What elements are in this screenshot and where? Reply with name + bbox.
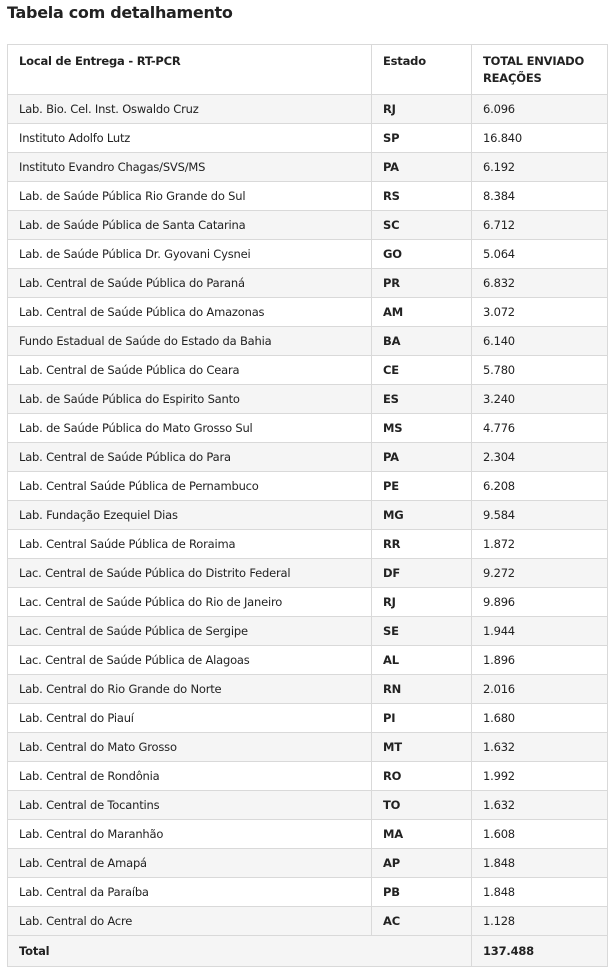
cell-total: 1.632	[472, 733, 608, 762]
table-row	[8, 95, 608, 124]
table-row	[8, 240, 608, 269]
cell-total: 1.632	[472, 791, 608, 820]
cell-total: 9.584	[472, 501, 608, 530]
cell-local: Lab. Bio. Cel. Inst. Oswaldo Cruz	[8, 95, 372, 124]
cell-total: 2.304	[472, 443, 608, 472]
cell-local: Lab. Central de Saúde Pública do Ceara	[8, 356, 372, 385]
cell-estado: PA	[372, 153, 472, 182]
table-row	[8, 617, 608, 646]
table-row	[8, 211, 608, 240]
cell-local: Lab. de Saúde Pública de Santa Catarina	[8, 211, 372, 240]
cell-local: Instituto Evandro Chagas/SVS/MS	[8, 153, 372, 182]
cell-local: Lab. de Saúde Pública do Mato Grosso Sul	[8, 414, 372, 443]
cell-local: Lab. Central de Saúde Pública do Amazonas	[8, 298, 372, 327]
table-row	[8, 530, 608, 559]
cell-estado: SP	[372, 124, 472, 153]
header-local: Local de Entrega - RT-PCR	[8, 45, 372, 95]
cell-estado: AL	[372, 646, 472, 675]
cell-local: Lab. Central Saúde Pública de Pernambuco	[8, 472, 372, 501]
cell-total: 1.992	[472, 762, 608, 791]
cell-local: Lab. Central do Mato Grosso	[8, 733, 372, 762]
cell-total: 2.016	[472, 675, 608, 704]
table-row	[8, 849, 608, 878]
cell-estado: PA	[372, 443, 472, 472]
table-row	[8, 124, 608, 153]
cell-local: Lac. Central de Saúde Pública de Sergipe	[8, 617, 372, 646]
table-row	[8, 588, 608, 617]
cell-total: 6.192	[472, 153, 608, 182]
cell-estado: AC	[372, 907, 472, 936]
table-row	[8, 414, 608, 443]
cell-local: Lab. Central do Rio Grande do Norte	[8, 675, 372, 704]
table-row	[8, 443, 608, 472]
cell-estado: RS	[372, 182, 472, 211]
cell-estado: RR	[372, 530, 472, 559]
cell-estado: SC	[372, 211, 472, 240]
header-estado: Estado	[372, 45, 472, 95]
cell-local: Lab. Central do Maranhão	[8, 820, 372, 849]
table-row	[8, 182, 608, 211]
cell-local: Instituto Adolfo Lutz	[8, 124, 372, 153]
cell-total: 6.140	[472, 327, 608, 356]
cell-estado: ES	[372, 385, 472, 414]
table-row	[8, 791, 608, 820]
cell-estado: GO	[372, 240, 472, 269]
table-row	[8, 704, 608, 733]
cell-total: 1.848	[472, 878, 608, 907]
table-row	[8, 501, 608, 530]
table-row	[8, 356, 608, 385]
cell-total: 1.944	[472, 617, 608, 646]
table-row	[8, 472, 608, 501]
footer-label: Total	[8, 936, 472, 967]
cell-estado: CE	[372, 356, 472, 385]
cell-local: Lab. de Saúde Pública Dr. Gyovani Cysnei	[8, 240, 372, 269]
cell-total: 5.780	[472, 356, 608, 385]
cell-estado: MG	[372, 501, 472, 530]
cell-estado: PE	[372, 472, 472, 501]
cell-estado: PI	[372, 704, 472, 733]
cell-total: 9.272	[472, 559, 608, 588]
cell-total: 1.680	[472, 704, 608, 733]
cell-estado: MS	[372, 414, 472, 443]
cell-local: Lab. Central de Saúde Pública do Paraná	[8, 269, 372, 298]
footer-total: 137.488	[472, 936, 608, 967]
cell-local: Lab. Central Saúde Pública de Roraima	[8, 530, 372, 559]
cell-total: 16.840	[472, 124, 608, 153]
cell-total: 6.832	[472, 269, 608, 298]
cell-estado: RN	[372, 675, 472, 704]
cell-total: 1.896	[472, 646, 608, 675]
table-row	[8, 385, 608, 414]
cell-estado: MT	[372, 733, 472, 762]
cell-total: 4.776	[472, 414, 608, 443]
cell-total: 1.872	[472, 530, 608, 559]
cell-local: Lab. Central do Piauí	[8, 704, 372, 733]
cell-estado: SE	[372, 617, 472, 646]
cell-total: 1.848	[472, 849, 608, 878]
table-row	[8, 646, 608, 675]
table-row	[8, 733, 608, 762]
cell-estado: RJ	[372, 588, 472, 617]
cell-estado: PB	[372, 878, 472, 907]
cell-estado: AP	[372, 849, 472, 878]
cell-total: 8.384	[472, 182, 608, 211]
cell-total: 6.712	[472, 211, 608, 240]
cell-local: Lac. Central de Saúde Pública de Alagoas	[8, 646, 372, 675]
cell-estado: BA	[372, 327, 472, 356]
cell-local: Fundo Estadual de Saúde do Estado da Bahia	[8, 327, 372, 356]
cell-estado: TO	[372, 791, 472, 820]
cell-estado: AM	[372, 298, 472, 327]
cell-estado: PR	[372, 269, 472, 298]
cell-total: 3.072	[472, 298, 608, 327]
page-title: Tabela com detalhamento	[7, 3, 233, 22]
table-row	[8, 878, 608, 907]
cell-local: Lab. Central do Acre	[8, 907, 372, 936]
cell-local: Lab. de Saúde Pública do Espirito Santo	[8, 385, 372, 414]
cell-estado: MA	[372, 820, 472, 849]
cell-total: 1.128	[472, 907, 608, 936]
cell-total: 9.896	[472, 588, 608, 617]
cell-local: Lab. Central da Paraíba	[8, 878, 372, 907]
cell-estado: RJ	[372, 95, 472, 124]
cell-local: Lab. Central de Amapá	[8, 849, 372, 878]
cell-local: Lab. Central de Rondônia	[8, 762, 372, 791]
cell-local: Lab. Central de Tocantins	[8, 791, 372, 820]
cell-total: 3.240	[472, 385, 608, 414]
table-row	[8, 820, 608, 849]
table-footer-row	[8, 936, 608, 967]
table-row	[8, 907, 608, 936]
cell-total: 6.208	[472, 472, 608, 501]
table-row	[8, 269, 608, 298]
cell-estado: DF	[372, 559, 472, 588]
table-row	[8, 153, 608, 182]
detail-table	[7, 44, 608, 967]
table-row	[8, 559, 608, 588]
table-row	[8, 675, 608, 704]
cell-total: 5.064	[472, 240, 608, 269]
table-row	[8, 762, 608, 791]
cell-local: Lab. Fundação Ezequiel Dias	[8, 501, 372, 530]
table-header-row	[8, 45, 608, 95]
cell-local: Lab. de Saúde Pública Rio Grande do Sul	[8, 182, 372, 211]
table-row	[8, 298, 608, 327]
cell-total: 6.096	[472, 95, 608, 124]
cell-total: 1.608	[472, 820, 608, 849]
cell-local: Lac. Central de Saúde Pública do Distrito Federal	[8, 559, 372, 588]
header-total: TOTAL ENVIADO REAÇÕES	[472, 45, 608, 95]
cell-local: Lac. Central de Saúde Pública do Rio de Janeiro	[8, 588, 372, 617]
cell-local: Lab. Central de Saúde Pública do Para	[8, 443, 372, 472]
table-row	[8, 327, 608, 356]
cell-estado: RO	[372, 762, 472, 791]
